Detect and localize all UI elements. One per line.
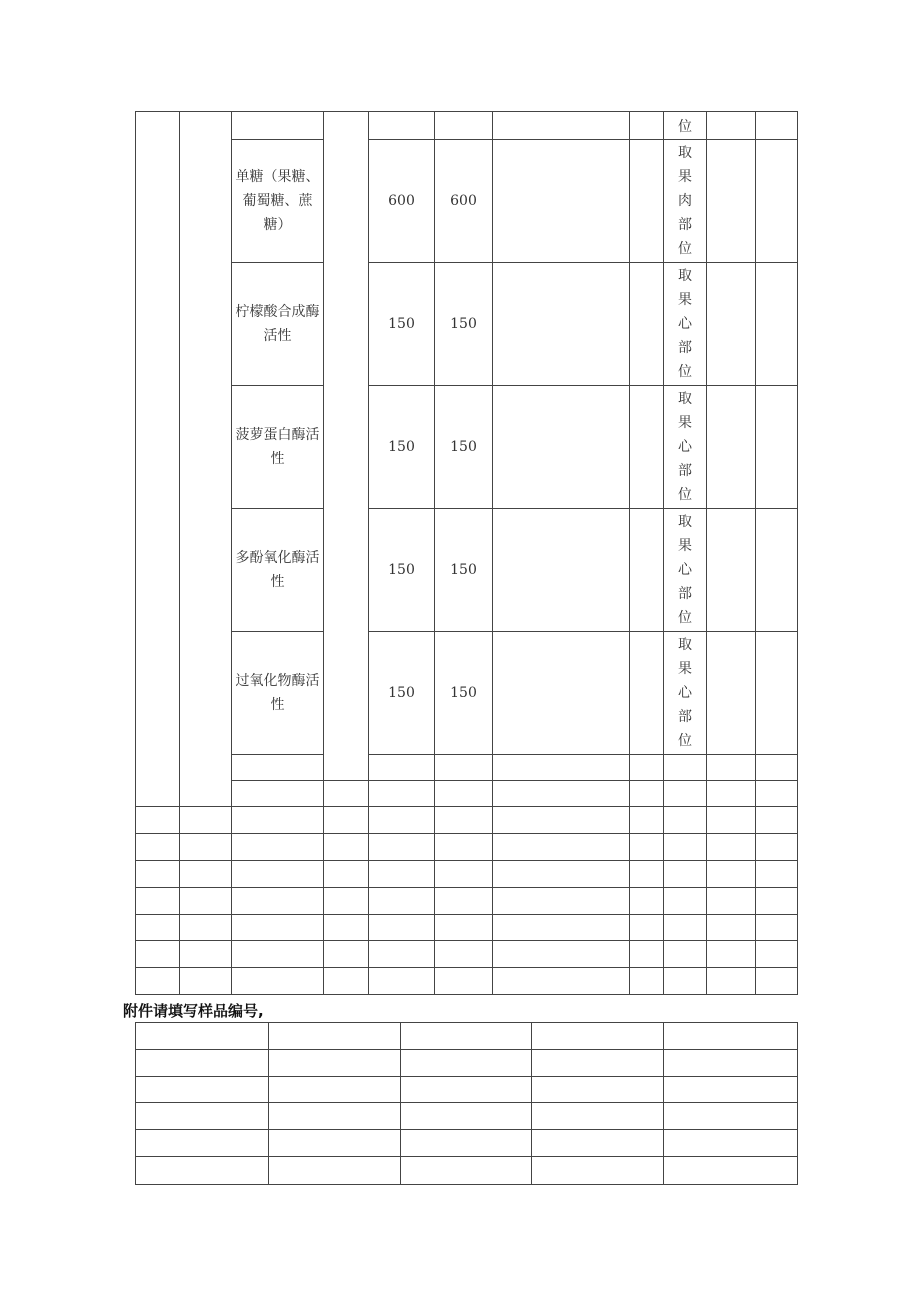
quantity-a: 150 bbox=[369, 509, 435, 632]
table-row bbox=[136, 140, 798, 263]
item-cell bbox=[232, 112, 324, 140]
table-row bbox=[136, 632, 798, 755]
sample-id-table bbox=[135, 1022, 798, 1185]
table-row bbox=[136, 861, 798, 888]
merged-method-cell bbox=[324, 112, 369, 781]
table-row bbox=[136, 1130, 798, 1157]
table-row bbox=[136, 834, 798, 861]
sampling-note: 取 果 心 部 位 bbox=[664, 632, 707, 755]
table-row bbox=[136, 386, 798, 509]
table-row bbox=[136, 968, 798, 995]
table-row bbox=[136, 263, 798, 386]
sample-test-table bbox=[135, 111, 798, 995]
item-name: 过氧化物酶活性 bbox=[232, 632, 324, 755]
table-row bbox=[136, 807, 798, 834]
table-row bbox=[136, 1023, 798, 1050]
item-name: 菠萝蛋白酶活性 bbox=[232, 386, 324, 509]
quantity-b: 150 bbox=[435, 386, 493, 509]
quantity-b: 150 bbox=[435, 632, 493, 755]
table-row bbox=[136, 941, 798, 968]
table-row bbox=[136, 888, 798, 915]
item-name: 柠檬酸合成酶活性 bbox=[232, 263, 324, 386]
table-row bbox=[136, 915, 798, 941]
table-row bbox=[136, 1157, 798, 1185]
item-name: 单糖（果糖、葡蜀糖、蔗糖） bbox=[232, 140, 324, 263]
attachment-note: 附件请填写样品编号, bbox=[123, 1002, 264, 1020]
table-row bbox=[136, 755, 798, 781]
sampling-note: 取 果 肉 部 位 bbox=[664, 140, 707, 263]
quantity-a: 150 bbox=[369, 263, 435, 386]
quantity-b: 150 bbox=[435, 509, 493, 632]
quantity-a: 150 bbox=[369, 386, 435, 509]
sampling-note: 取 果 心 部 位 bbox=[664, 509, 707, 632]
sampling-note-cell: 位 bbox=[664, 112, 707, 140]
item-name: 多酚氧化酶活性 bbox=[232, 509, 324, 632]
table-row bbox=[136, 509, 798, 632]
quantity-a: 150 bbox=[369, 632, 435, 755]
quantity-a: 600 bbox=[369, 140, 435, 263]
table-row bbox=[136, 112, 798, 140]
sampling-note: 取 果 心 部 位 bbox=[664, 386, 707, 509]
table-row bbox=[136, 1050, 798, 1077]
quantity-b: 600 bbox=[435, 140, 493, 263]
sampling-note: 取 果 心 部 位 bbox=[664, 263, 707, 386]
merged-subcategory-cell bbox=[180, 112, 232, 807]
table-row bbox=[136, 1077, 798, 1103]
merged-category-cell bbox=[136, 112, 180, 807]
table-row bbox=[136, 781, 798, 807]
quantity-b: 150 bbox=[435, 263, 493, 386]
table-row bbox=[136, 1103, 798, 1130]
